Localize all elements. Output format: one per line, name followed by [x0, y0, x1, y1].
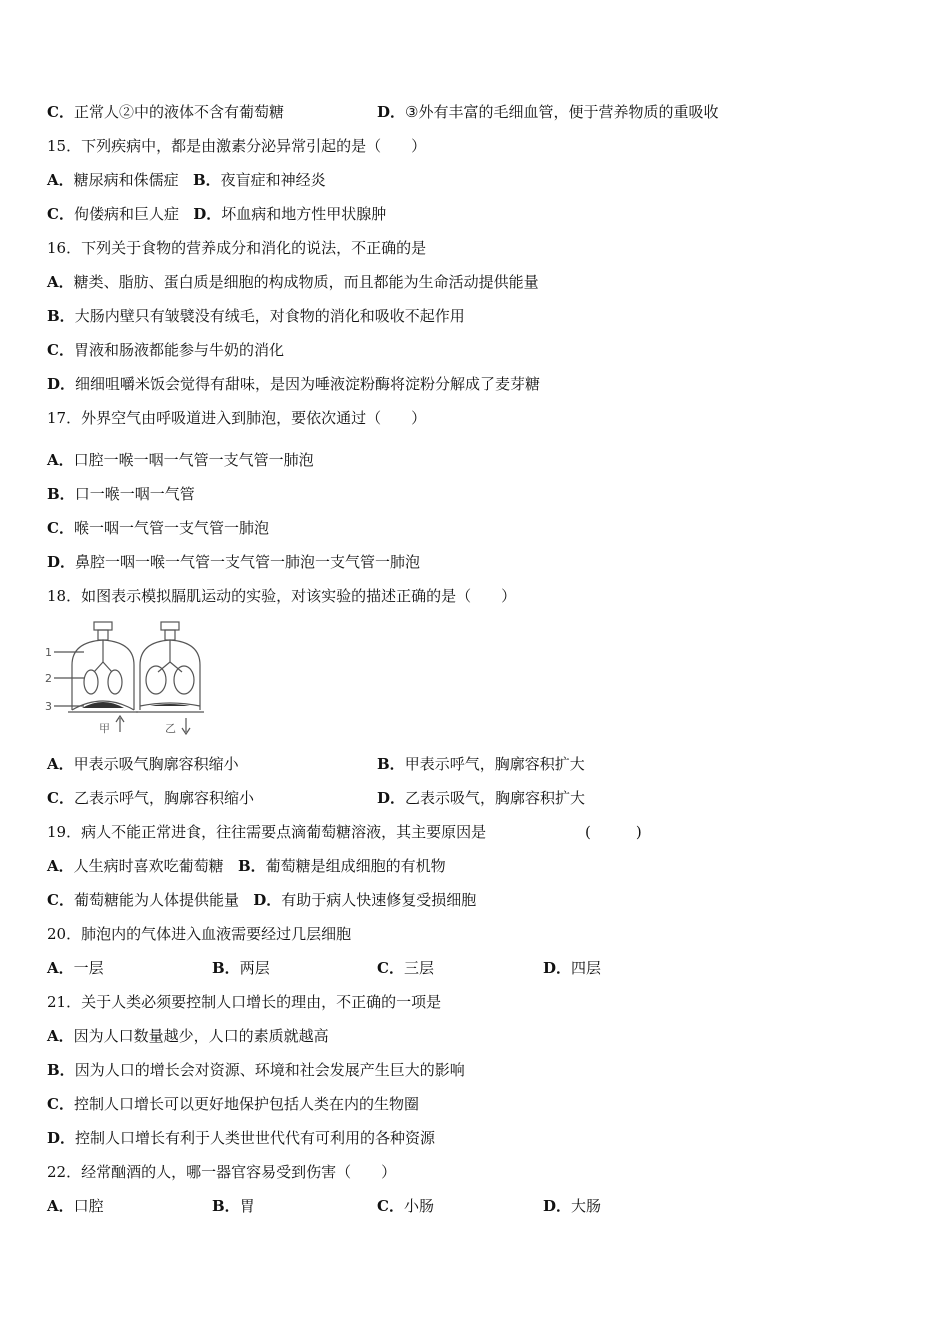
option-text: 口一喉一咽一气管 — [74, 485, 195, 503]
option-label: A． — [47, 959, 74, 977]
option-text: 乙表示呼气，胸廓容积缩小 — [73, 789, 254, 807]
option-label: A． — [47, 1197, 74, 1215]
q18-option-a — [47, 754, 239, 774]
option-label: C． — [47, 341, 74, 359]
q20-option-b — [212, 958, 270, 978]
svg-text:甲: 甲 — [99, 722, 110, 735]
option-label: B． — [47, 307, 75, 325]
option-text: 鼻腔一咽一喉一气管一支气管一肺泡一支气管一肺泡 — [75, 553, 421, 571]
figure-label-1: 1 — [45, 646, 52, 659]
option-text: 小肠 — [403, 1197, 434, 1215]
q17-option-a — [47, 450, 314, 470]
option-label: D． — [47, 375, 76, 393]
option-text: 糖类、脂肪、蛋白质是细胞的构成物质，而且都能为生命活动提供能量 — [73, 273, 539, 291]
option-label: B． — [212, 959, 240, 977]
option-text: 佝偻病和巨人症 — [73, 205, 179, 223]
q21-option-b — [47, 1060, 465, 1080]
q20-option-a — [47, 958, 104, 978]
bell-jar-diagram-icon — [44, 620, 234, 740]
q18-option-b — [377, 754, 585, 774]
option-label: A． — [47, 171, 74, 189]
q20-option-c — [377, 958, 434, 978]
q14-option-d — [377, 102, 718, 122]
q20-stem: 20．肺泡内的气体进入血液需要经过几层细胞 — [47, 925, 352, 943]
q18-option-c — [47, 788, 254, 808]
option-text: 坏血病和地方性甲状腺肿 — [221, 205, 387, 223]
q21-stem: 21．关于人类必须要控制人口增长的理由，不正确的一项是 — [47, 993, 442, 1011]
q16-option-b — [47, 306, 465, 326]
option-text: 胃 — [239, 1197, 255, 1215]
option-label: D． — [47, 553, 76, 571]
option-label: D． — [377, 103, 406, 121]
q19-options-ab — [47, 856, 446, 876]
option-label: C． — [47, 891, 74, 909]
option-label: B． — [47, 485, 75, 503]
q22-option-c — [377, 1196, 434, 1216]
option-label: D． — [47, 1129, 76, 1147]
q22-option-d — [543, 1196, 601, 1216]
option-label: A． — [47, 857, 74, 875]
svg-text:3: 3 — [45, 700, 52, 713]
option-label: A． — [47, 273, 74, 291]
diaphragm-experiment-figure — [44, 620, 234, 740]
option-text: 控制人口增长可以更好地保护包括人类在内的生物圈 — [73, 1095, 419, 1113]
option-text: 两层 — [239, 959, 270, 977]
q18-option-d — [377, 788, 585, 808]
option-label: D． — [543, 1197, 572, 1215]
option-label: C． — [47, 789, 74, 807]
option-label: C． — [47, 205, 74, 223]
option-text: 控制人口增长有利于人类世世代代有可利用的各种资源 — [75, 1129, 436, 1147]
option-text: 甲表示吸气胸廓容积缩小 — [73, 755, 239, 773]
option-label: B． — [237, 857, 266, 875]
q17-option-d — [47, 552, 420, 572]
option-text: 大肠内壁只有皱襞没有绒毛，对食物的消化和吸收不起作用 — [74, 307, 465, 325]
option-label: D． — [193, 205, 222, 223]
option-text: ③外有丰富的毛细血管，便于营养物质的重吸收 — [405, 103, 719, 121]
option-label: B． — [192, 171, 221, 189]
option-text: 大肠 — [571, 1197, 602, 1215]
option-text: 夜盲症和神经炎 — [220, 171, 326, 189]
q17-stem: 17．外界空气由呼吸道进入到肺泡，要依次通过（ ） — [47, 409, 427, 427]
option-text: 正常人②中的液体不含有葡萄糖 — [73, 103, 284, 121]
option-text: 口腔 — [73, 1197, 104, 1215]
option-label: C． — [47, 1095, 74, 1113]
q21-option-d — [47, 1128, 435, 1148]
q19-answer-paren: ( ) — [585, 823, 642, 841]
option-text: 有助于病人快速修复受损细胞 — [281, 891, 477, 909]
option-text: 口腔一喉一咽一气管一支气管一肺泡 — [73, 451, 314, 469]
q22-option-b — [212, 1196, 255, 1216]
option-label: C． — [377, 1197, 404, 1215]
option-label: D． — [543, 959, 572, 977]
option-label: C． — [47, 103, 74, 121]
q16-stem: 16．下列关于食物的营养成分和消化的说法，不正确的是 — [47, 239, 427, 257]
option-label: A． — [47, 451, 74, 469]
option-label: A． — [47, 755, 74, 773]
q22-option-a — [47, 1196, 104, 1216]
option-label: D． — [377, 789, 406, 807]
q16-option-d — [47, 374, 540, 394]
q19-options-cd — [47, 890, 476, 910]
q16-option-a — [47, 272, 539, 292]
q17-option-b — [47, 484, 195, 504]
option-label: B． — [47, 1061, 75, 1079]
q21-option-c — [47, 1094, 419, 1114]
q17-option-c — [47, 518, 269, 538]
option-text: 甲表示呼气，胸廓容积扩大 — [404, 755, 585, 773]
q20-option-d — [543, 958, 601, 978]
option-label: C． — [377, 959, 404, 977]
option-text: 胃液和肠液都能参与牛奶的消化 — [73, 341, 284, 359]
option-text: 葡萄糖能为人体提供能量 — [73, 891, 239, 909]
q19-stem: 19．病人不能正常进食，往往需要点滴葡萄糖溶液，其主要原因是 — [47, 823, 487, 841]
option-text: 三层 — [403, 959, 434, 977]
q14-option-c — [47, 102, 284, 122]
option-text: 细细咀嚼米饭会觉得有甜味，是因为唾液淀粉酶将淀粉分解成了麦芽糖 — [75, 375, 541, 393]
option-label: B． — [212, 1197, 240, 1215]
option-label: D． — [253, 891, 282, 909]
q16-option-c — [47, 340, 284, 360]
q15-stem: 15．下列疾病中，都是由激素分泌异常引起的是（ ） — [47, 137, 427, 155]
option-text: 因为人口数量越少，人口的素质就越高 — [73, 1027, 329, 1045]
option-text: 因为人口的增长会对资源、环境和社会发展产生巨大的影响 — [74, 1061, 465, 1079]
q15-options-cd — [47, 204, 386, 224]
svg-text:乙: 乙 — [165, 722, 176, 735]
option-label: C． — [47, 519, 74, 537]
option-text: 四层 — [571, 959, 602, 977]
q18-stem: 18．如图表示模拟膈肌运动的实验，对该实验的描述正确的是（ ） — [47, 587, 517, 605]
option-text: 葡萄糖是组成细胞的有机物 — [265, 857, 446, 875]
option-text: 一层 — [73, 959, 104, 977]
q22-stem: 22．经常酗酒的人，哪一器官容易受到伤害（ ） — [47, 1163, 397, 1181]
q15-options-ab — [47, 170, 326, 190]
option-text: 乙表示吸气，胸廓容积扩大 — [405, 789, 586, 807]
option-text: 糖尿病和侏儒症 — [73, 171, 179, 189]
option-text: 喉一咽一气管一支气管一肺泡 — [73, 519, 269, 537]
option-label: A． — [47, 1027, 74, 1045]
svg-text:2: 2 — [45, 672, 52, 685]
option-text: 人生病时喜欢吃葡萄糖 — [73, 857, 224, 875]
option-label: B． — [377, 755, 405, 773]
q21-option-a — [47, 1026, 329, 1046]
